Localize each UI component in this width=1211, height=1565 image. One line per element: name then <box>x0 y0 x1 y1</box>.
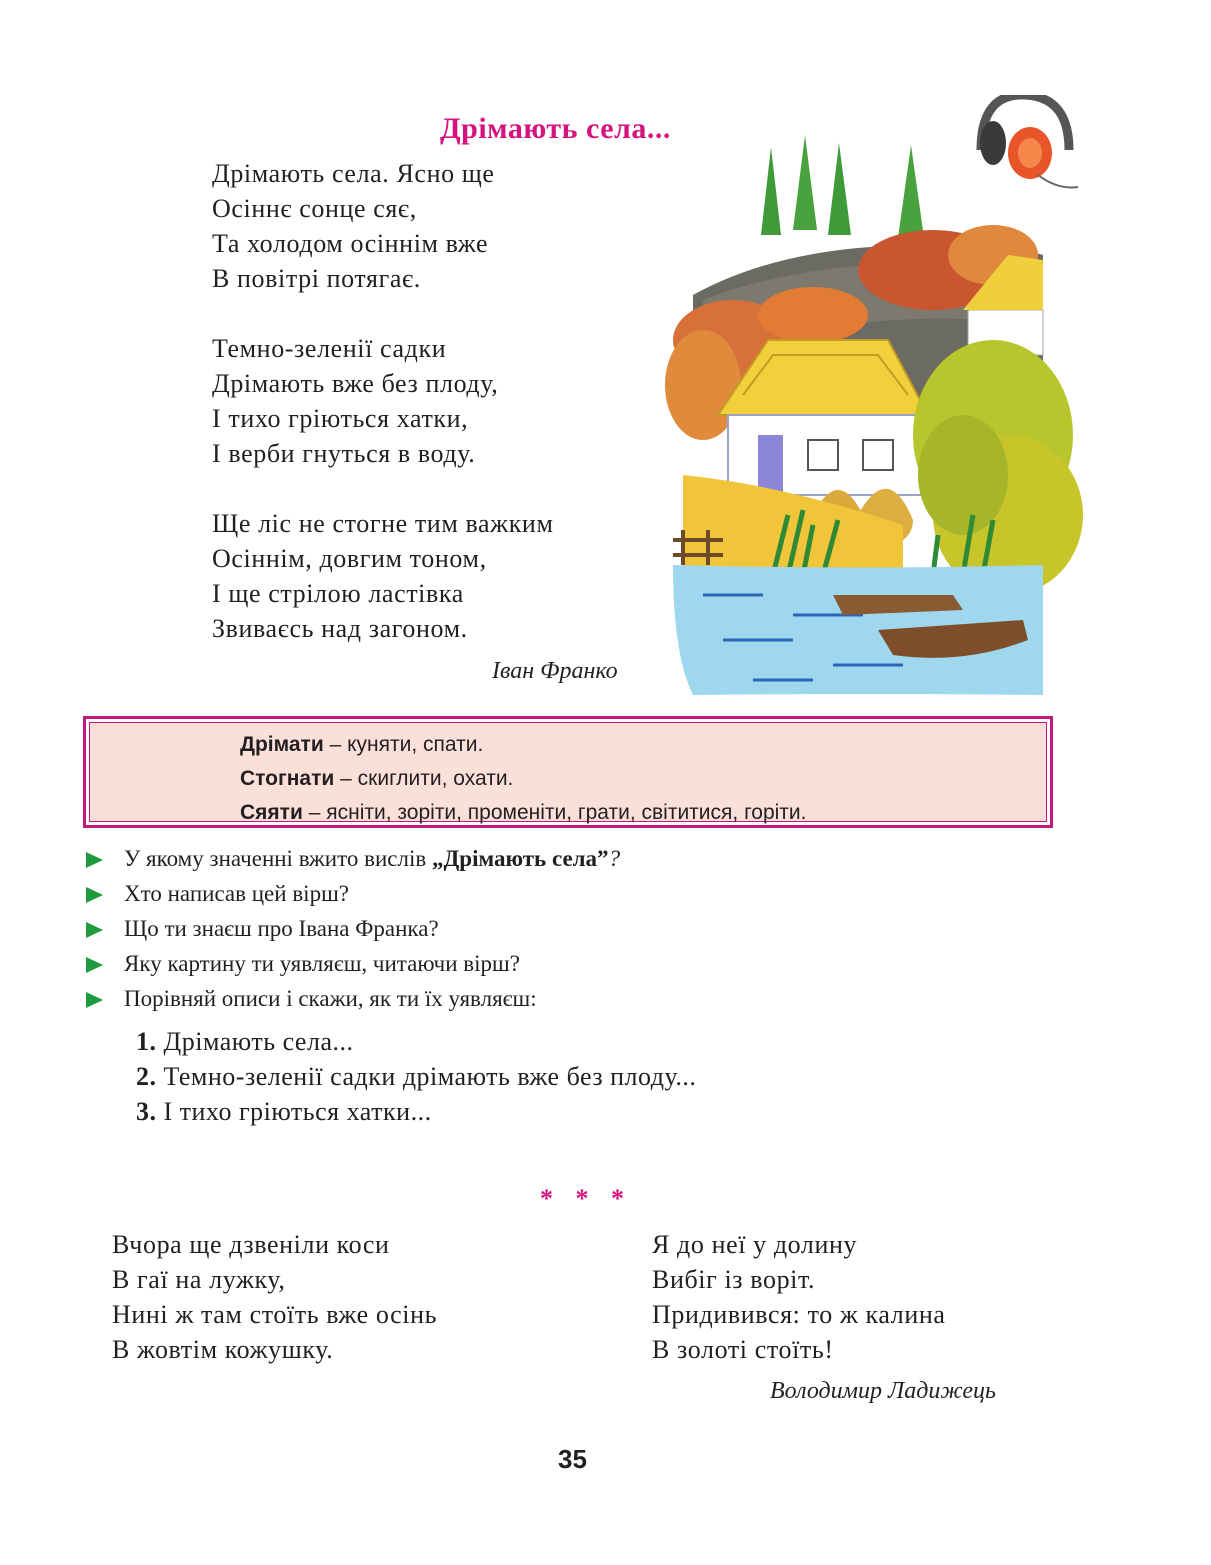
poem-line: Та холодом осіннім вже <box>212 229 489 258</box>
vocabulary-term: Сяяти <box>240 801 303 824</box>
poem-line: В гаї на лужку, <box>112 1265 286 1294</box>
vocabulary-entry <box>240 767 513 791</box>
vocabulary-definition: – скиглити, охати. <box>334 767 514 790</box>
numbered-item <box>136 1094 696 1129</box>
item-text: Темно-зеленії садки дрімають вже без плоду... <box>163 1062 697 1091</box>
poem2-right-column <box>652 1227 946 1367</box>
question-text: Порівняй описи і скажи, як ти їх уявляєш: <box>124 986 537 1011</box>
poem-line: Я до неї у долину <box>652 1230 858 1259</box>
poem-line: Вибіг із воріт. <box>652 1265 816 1294</box>
poem-line: Дрімають вже без плоду, <box>212 369 499 398</box>
page-number: 35 <box>558 1444 587 1474</box>
vocabulary-box <box>83 716 1053 828</box>
headphones-icon[interactable] <box>980 95 1078 188</box>
poem-line: І верби гнуться в воду. <box>212 439 476 468</box>
poem2-author: Володимир Ладижець <box>770 1378 996 1404</box>
poem-line: Осіннє сонце сяє, <box>212 194 417 223</box>
question-text: Яку картину ти уявляєш, читаючи вірш? <box>124 951 520 976</box>
item-number: 2. <box>136 1062 157 1091</box>
question-text: Хто написав цей вірш? <box>124 881 349 906</box>
question-mark: ? <box>608 846 621 871</box>
numbered-list <box>136 1024 696 1129</box>
poem-line: В повітрі потягає. <box>212 264 421 293</box>
poem-line: Темно-зеленії садки <box>212 334 447 363</box>
poem-body <box>212 156 554 646</box>
triangle-bullet-icon <box>86 887 103 903</box>
vocabulary-entry <box>240 733 483 757</box>
poem-line: Дрімають села. Ясно ще <box>212 159 495 188</box>
item-text: Дрімають села... <box>163 1027 354 1056</box>
poem-line: В золоті стоїть! <box>652 1335 834 1364</box>
poem-title: Дрімають села... <box>440 112 671 145</box>
poem-line: Вчора ще дзвеніли коси <box>112 1230 390 1259</box>
poem2-left-column <box>112 1227 437 1367</box>
vocabulary-entry <box>240 801 806 825</box>
poem-author: Іван Франко <box>492 658 618 684</box>
poem-line: І тихо гріються хатки, <box>212 404 469 433</box>
triangle-bullet-icon <box>86 957 103 973</box>
poem-line: Осіннім, довгим тоном, <box>212 544 487 573</box>
poem-line: Нині ж там стоїть вже осінь <box>112 1300 438 1329</box>
numbered-item <box>136 1024 696 1059</box>
vocabulary-definition: – куняти, спати. <box>323 733 484 756</box>
poem-line: Звиваєсь над загоном. <box>212 614 468 643</box>
question-emphasis: „Дрімають села” <box>431 846 609 871</box>
poem-line: В жовтім кожушку. <box>112 1335 334 1364</box>
stanza-separator: * * * <box>540 1184 632 1213</box>
poem-line: Придивився: то ж калина <box>652 1300 946 1329</box>
vocabulary-term: Стогнати <box>240 767 335 790</box>
village-illustration <box>663 95 1083 700</box>
triangle-bullet-icon <box>86 922 103 938</box>
numbered-item <box>136 1059 696 1094</box>
poem-line: Ще ліс не стогне тим важким <box>212 509 554 538</box>
poem-line: І ще стрілою ластівка <box>212 579 464 608</box>
triangle-bullet-icon <box>86 992 103 1008</box>
triangle-bullet-icon <box>86 852 103 868</box>
item-number: 3. <box>136 1097 157 1126</box>
vocabulary-term: Дрімати <box>240 733 324 756</box>
item-text: І тихо гріються хатки... <box>163 1097 432 1126</box>
question-text: У якому значенні вжито вислів <box>124 846 432 871</box>
question-text: Що ти знаєш про Івана Франка? <box>124 916 439 941</box>
item-number: 1. <box>136 1027 157 1056</box>
vocabulary-definition: – ясніти, зоріти, променіти, грати, світитися, горіти. <box>302 801 807 824</box>
